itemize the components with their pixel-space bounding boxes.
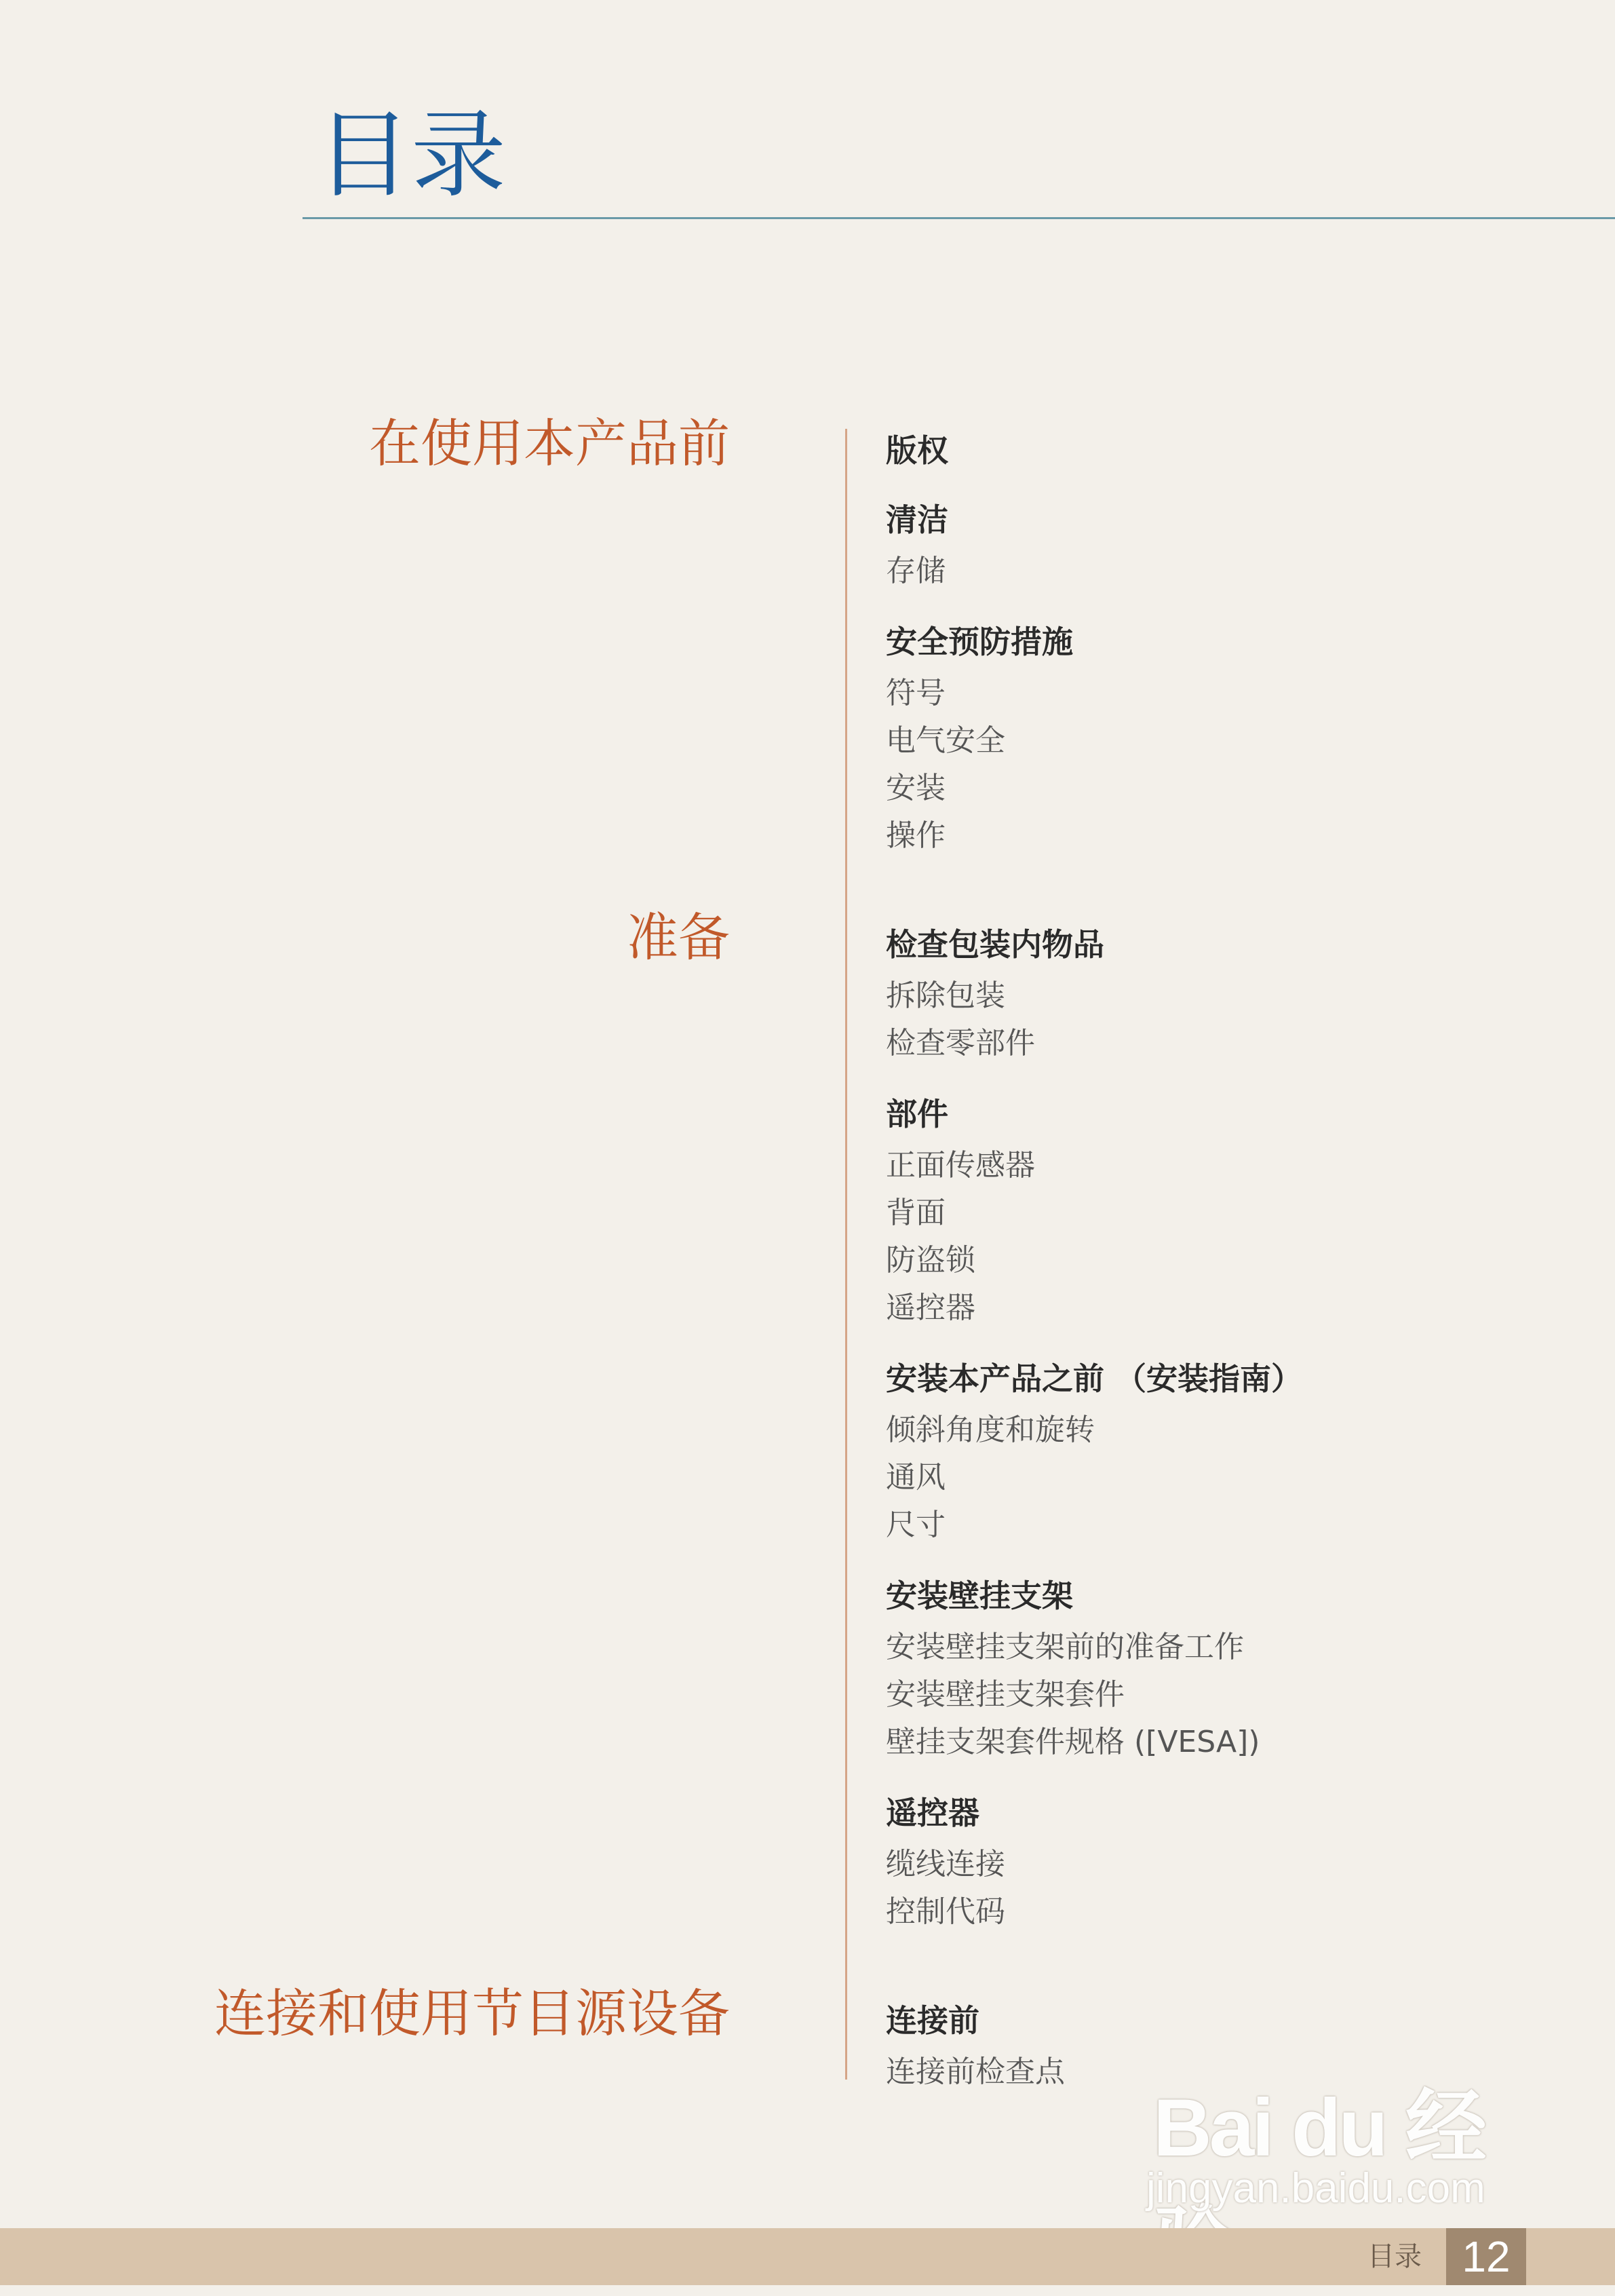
- toc-entry-title: 存储: [886, 554, 946, 588]
- watermark-url: jingyan.baidu.com: [1146, 2165, 1485, 2212]
- toc-entry-title: 连接前: [886, 2002, 979, 2039]
- toc-entry-title: 背面: [886, 1195, 946, 1230]
- section-heading: 连接和使用节目源设备: [214, 1983, 730, 2044]
- footer-page-number: 12: [1446, 2228, 1526, 2285]
- watermark-logo-text: Bai du 经: [1153, 2082, 1485, 2173]
- toc-entry-title: 电气安全: [886, 723, 1005, 758]
- toc-entry-title: 连接前检查点: [886, 2054, 1065, 2089]
- toc-entry-title: 安全预防措施: [886, 624, 1073, 660]
- toc-entry-title: 安装壁挂支架前的准备工作: [886, 1630, 1244, 1664]
- toc-entry-title: 正面传感器: [886, 1148, 1035, 1183]
- baidu-jingyan-watermark: [1140, 2029, 1519, 2219]
- title-divider: [303, 217, 1615, 219]
- toc-entry-title: 检查零部件: [886, 1026, 1035, 1060]
- toc-entry-title: 壁挂支架套件规格 ([VESA]): [886, 1725, 1260, 1759]
- toc-entry-title: 遥控器: [886, 1290, 975, 1325]
- toc-entry-title: 拆除包装: [886, 978, 1005, 1013]
- toc-entry-title: 控制代码: [886, 1894, 1005, 1929]
- page-title: 目录: [316, 100, 507, 211]
- toc-entry-title: 符号: [886, 676, 946, 710]
- toc-entry-title: 通风: [886, 1460, 946, 1495]
- toc-entry-title: 清洁: [886, 501, 948, 538]
- toc-entry-title: 安装本产品之前 （安装指南）: [886, 1360, 1303, 1397]
- section-heading: 准备: [627, 907, 730, 968]
- toc-vertical-divider: [845, 429, 847, 2080]
- toc-entry-title: 操作: [886, 818, 946, 853]
- toc-entry-title: 遥控器: [886, 1795, 979, 1831]
- toc-entry-title: 安装壁挂支架: [886, 1577, 1073, 1614]
- toc-entry-title: 版权: [886, 432, 948, 469]
- toc-entry-title: 缆线连接: [886, 1847, 1005, 1881]
- toc-entry-title: 安装: [886, 771, 946, 805]
- toc-entry-title: 部件: [886, 1096, 948, 1132]
- toc-entry-title: 安装壁挂支架套件: [886, 1677, 1125, 1712]
- toc-entry-title: 检查包装内物品: [886, 926, 1104, 963]
- section-heading: 在使用本产品前: [369, 413, 730, 474]
- toc-entry-title: 防盗锁: [886, 1243, 975, 1278]
- toc-entry-title: 尺寸: [886, 1508, 946, 1542]
- toc-entry-title: 倾斜角度和旋转: [886, 1413, 1095, 1447]
- footer-section-label: 目录: [1367, 2241, 1422, 2272]
